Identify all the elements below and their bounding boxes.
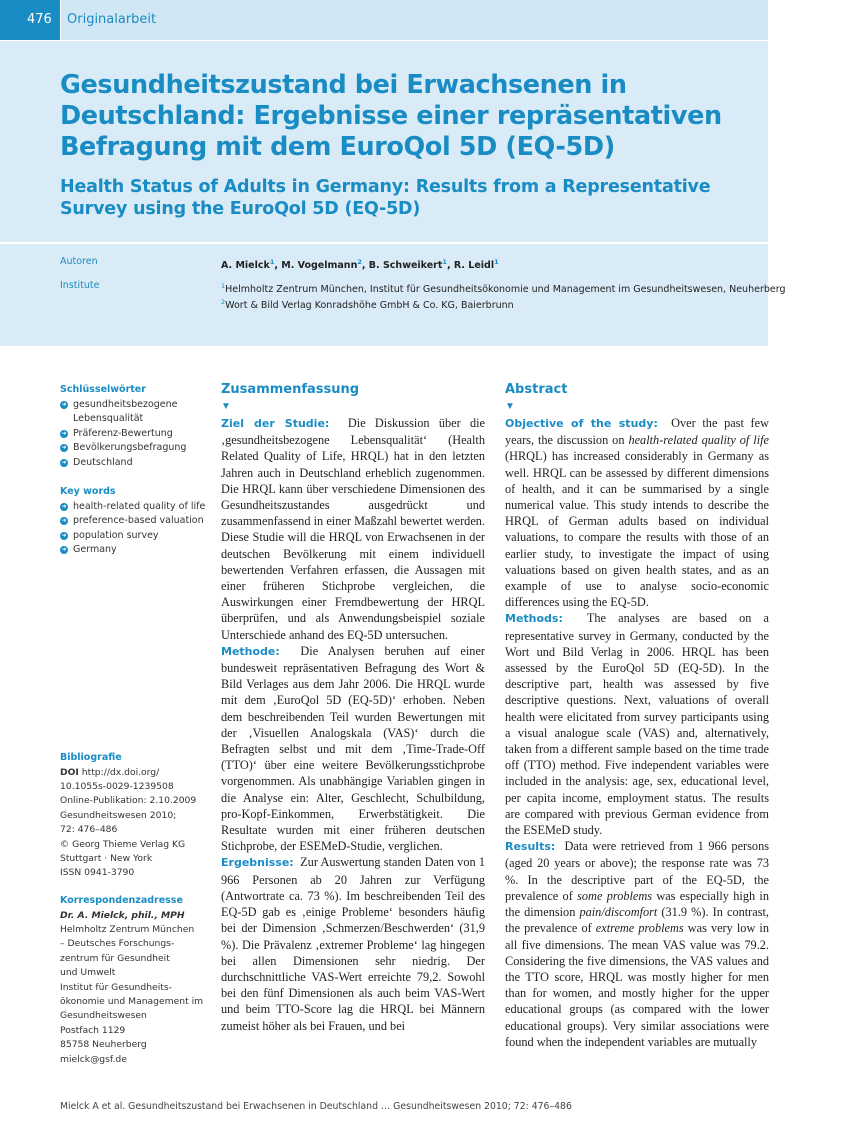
- section-label: Originalarbeit: [60, 0, 768, 40]
- bibliography-line: Gesundheitswesen 2010;: [60, 809, 177, 821]
- abstract-english: [505, 380, 769, 1050]
- abstract-de-results: Ergebnisse: Zur Auswertung standen Daten von 1 966 Personen ab 20 Jahren zur Verfügung (Antwortrate ca. 73 %). Im beschreibenden Teil des EQ-5D gab es ‚einige Probleme‘ besonders häufig bei der Dimension ‚Schmerzen/Beschwerden‘ (31,9 %). Die Prävalenz ‚extremer Probleme‘ lag hingegen bei allen Dimensionen sehr niedrig. Der durchschnittliche VAS-Wert erreichte 79,2. Sowohl bei den fünf Dimensionen als auch beim VAS-Wert und beim TTO-Score lag die HRQL bei Männern zumeist höher als bei Frauen, und bei: [221, 855, 485, 1033]
- authors-label: Autoren: [60, 256, 98, 267]
- title-english: Health Status of Adults in Germany: Results from a Representative Survey using the EuroQol 5D (EQ-5D): [60, 177, 711, 219]
- author: R. Leidl$^1$: [453, 258, 499, 272]
- correspondence-name: Dr. A. Mielck, phil., MPH: [60, 909, 185, 921]
- keyword-item: ➜ preference-based valuation: [61, 515, 204, 526]
- correspondence-title: Korrespondenzadresse: [60, 895, 183, 906]
- keywords-english: [60, 485, 215, 558]
- address-line: Institut für Gesundheits-: [60, 981, 172, 993]
- abstract-de-title: Zusammenfassung: [221, 382, 360, 397]
- footer-citation: Mielck A et al. Gesundheitszustand bei Erwachsenen in Deutschland … Gesundheitswesen 2010; 72: 476–486: [60, 1101, 572, 1112]
- bibliography: [60, 751, 215, 881]
- bibliography-line: ISSN 0941-3790: [60, 867, 135, 879]
- bullet-arrow-icon: ➜: [61, 531, 67, 539]
- bibliography-line: © Georg Thieme Verlag KG: [60, 838, 186, 850]
- bullet-arrow-icon: ➜: [61, 502, 67, 510]
- bullet-arrow-icon: ➜: [61, 400, 67, 408]
- author: A. Mielck$^1$,: [221, 258, 282, 272]
- triangle-down-icon: ▼: [505, 401, 515, 412]
- keyword-item: ➜ health-related quality of life: [61, 500, 206, 512]
- author: B. Schweikert$^1$,: [368, 258, 454, 272]
- institute: $^2$Wort & Bild Verlag Konradshöhe GmbH & Co. KG, Baierbrunn: [221, 298, 514, 312]
- divider: [0, 242, 768, 244]
- keyword-item: ➜ Bevölkerungsbefragung: [61, 442, 187, 453]
- abstract-de-methods: Methode: Die Analysen beruhen auf einer bundesweit repräsentativen Befragung des Wort & Bild Verlages aus dem Jahr 2006. Die HRQL wurde mit dem ‚EuroQol 5D (EQ-5D)‘ erhoben. Neben dem beschreibenden Teil wurden Bewertungen mit der ‚Visuellen Analogskala (VAS)‘ durch die Befragten selbst und mit dem ‚Time-Trade-Off (TTO)‘ über eine weitere Bevölkerungsstichprobe vorgenommen. Als unabhängige Variablen gingen in die Analyse ein: Alter, Geschlecht, Schulbildung, pro-Kopf-Einkommen, Erwerbstätigkeit. Die Resultate wurden mit einer früheren deutschen Stichprobe, der ESEMeD-Studie, verglichen.: [221, 643, 486, 854]
- address-line: und Umwelt: [60, 967, 116, 979]
- bullet-arrow-icon: ➜: [61, 517, 67, 524]
- keywords-german: [60, 383, 215, 470]
- author: M. Vogelmann$^2$,: [281, 258, 369, 272]
- bibliography-line: 10.1055s-0029-1239508: [60, 780, 174, 792]
- abstract-en-objective: Objective of the study: Over the past few years, the discussion on health-related quality of life (HRQL) has increased considerably in Germany as well. HRQL can be assessed by different dimensions of health, and it can be summarised by a single numerical value. This study intends to describe the HRQL of German adults based on individual valuations, to compare the results with those of an earlier study, to investigate the impact of using valuations based on given health states, and as an example of use to analyse socio-economic differences using the EQ-5D.: [505, 416, 769, 610]
- institute: $^1$Helmholtz Zentrum München, Institut für Gesundheitsökonomie und Management im Gesundheitswesen, Neuherberg: [221, 282, 786, 296]
- address-line: – Deutsches Forschungs-: [60, 938, 175, 950]
- abstract-german: [221, 380, 485, 1034]
- keyword-item: ➜ Germany: [61, 544, 117, 555]
- abstract-en-results: Results: Data were retrieved from 1 966 persons (aged 20 years or above); the response rate was 73 %. In the descriptive part of the EQ-5D, the prevalence of some problems was especially high in the dimension pain/discomfort (31.9 %). In contrast, the prevalence of extreme problems was very low in all five dimensions. The mean VAS value was 79.2. Considering the five dimensions, the VAS values and the TTO score, HRQL was mostly higher for men than for women, and mostly higher for the upper educational groups (as compared with the lower educational groups). Very similar associations were found when the independent variables are mutually: [505, 839, 770, 1049]
- title-german: Gesundheitszustand bei Erwachsenen in Deutschland: Ergebnisse einer repräsentativen Befragung mit dem EuroQol 5D (EQ-5D): [60, 70, 722, 162]
- bullet-arrow-icon: ➜: [61, 429, 67, 437]
- correspondence: [60, 894, 215, 1067]
- institutes-label: Institute: [60, 280, 100, 291]
- address-line: ökonomie und Management im: [60, 995, 204, 1007]
- address-line: Gesundheitswesen: [60, 1010, 147, 1022]
- address-line: Helmholtz Zentrum München: [60, 923, 195, 935]
- bullet-arrow-icon: ➜: [61, 444, 67, 451]
- address-line: Postfach 1129: [60, 1024, 126, 1036]
- doi-link[interactable]: http://dx.doi.org/: [81, 766, 160, 778]
- keywords-en-title: Key words: [60, 486, 116, 497]
- keyword-item: ➜ Präferenz-Bewertung: [61, 427, 173, 439]
- address-line: 85758 Neuherberg: [60, 1039, 147, 1051]
- bullet-arrow-icon: ➜: [61, 546, 67, 553]
- bibliography-line: Online-Publikation: 2.10.2009: [60, 795, 197, 807]
- bibliography-line: Stuttgart · New York: [60, 852, 153, 864]
- bibliography-title: Bibliografie: [60, 752, 122, 763]
- abstract-en-title: Abstract: [505, 382, 568, 397]
- keyword-item: ➜ gesundheitsbezogene Lebensqualität: [61, 398, 178, 424]
- keywords-de-title: Schlüsselwörter: [60, 384, 146, 395]
- page-number: 476: [0, 0, 60, 40]
- email-link[interactable]: mielck@gsf.de: [60, 1053, 127, 1065]
- triangle-down-icon: ▼: [221, 401, 231, 412]
- bibliography-line: 72: 476–486: [60, 824, 118, 836]
- address-line: zentrum für Gesundheit: [60, 952, 170, 964]
- abstract-de-objective: Ziel der Studie: Die Diskussion über die ‚gesundheitsbezogene Lebensqualität‘ (Health Related Quality of Life, HRQL) hat in den letzten Jahren auch in Deutschland erheblich zugenommen. Die HRQL kann über verschiedene Dimensionen des Gesundheitszustandes ausgedrückt und zusammenfassend in einer Maßzahl bewertet werden. Diese Studie will die HRQL von Erwachsenen in der deutschen Bevölkerung mit einem individuell bewertenden Verfahren erfassen, die Aussagen mit einer früheren Stichprobe vergleichen, die Auswirkungen einer Fremdbewertung der HRQL überprüfen, und als Anwendungsbeispiel soziale Unterschiede anhand des EQ-5D untersuchen.: [221, 416, 486, 642]
- doi-line: DOI http://dx.doi.org/: [60, 766, 160, 778]
- authors-list: [221, 256, 499, 272]
- keyword-item: ➜ Deutschland: [61, 456, 133, 468]
- bullet-arrow-icon: ➜: [61, 458, 67, 466]
- abstract-en-methods: Methods: The analyses are based on a representative survey in Germany, conducted by the Wort und Bild Verlag in 2006. HRQL has been assessed by the EuroQol 5D (EQ-5D). In the descriptive part, health was assessed by five descriptive questions. Next, valuations of overall health were elicitated from survey participants using a visual analogue scale (VAS) and, alternatively, taken from a different sample based on the time trade off (TTO) method. Five independent variables were included in the analysis: age, sex, educational level, per capita income, employment status. The results are compared with previous German evidence from the ESEMeD study.: [505, 611, 769, 838]
- keyword-item: ➜ population survey: [61, 529, 159, 541]
- institutes-list: [221, 280, 786, 312]
